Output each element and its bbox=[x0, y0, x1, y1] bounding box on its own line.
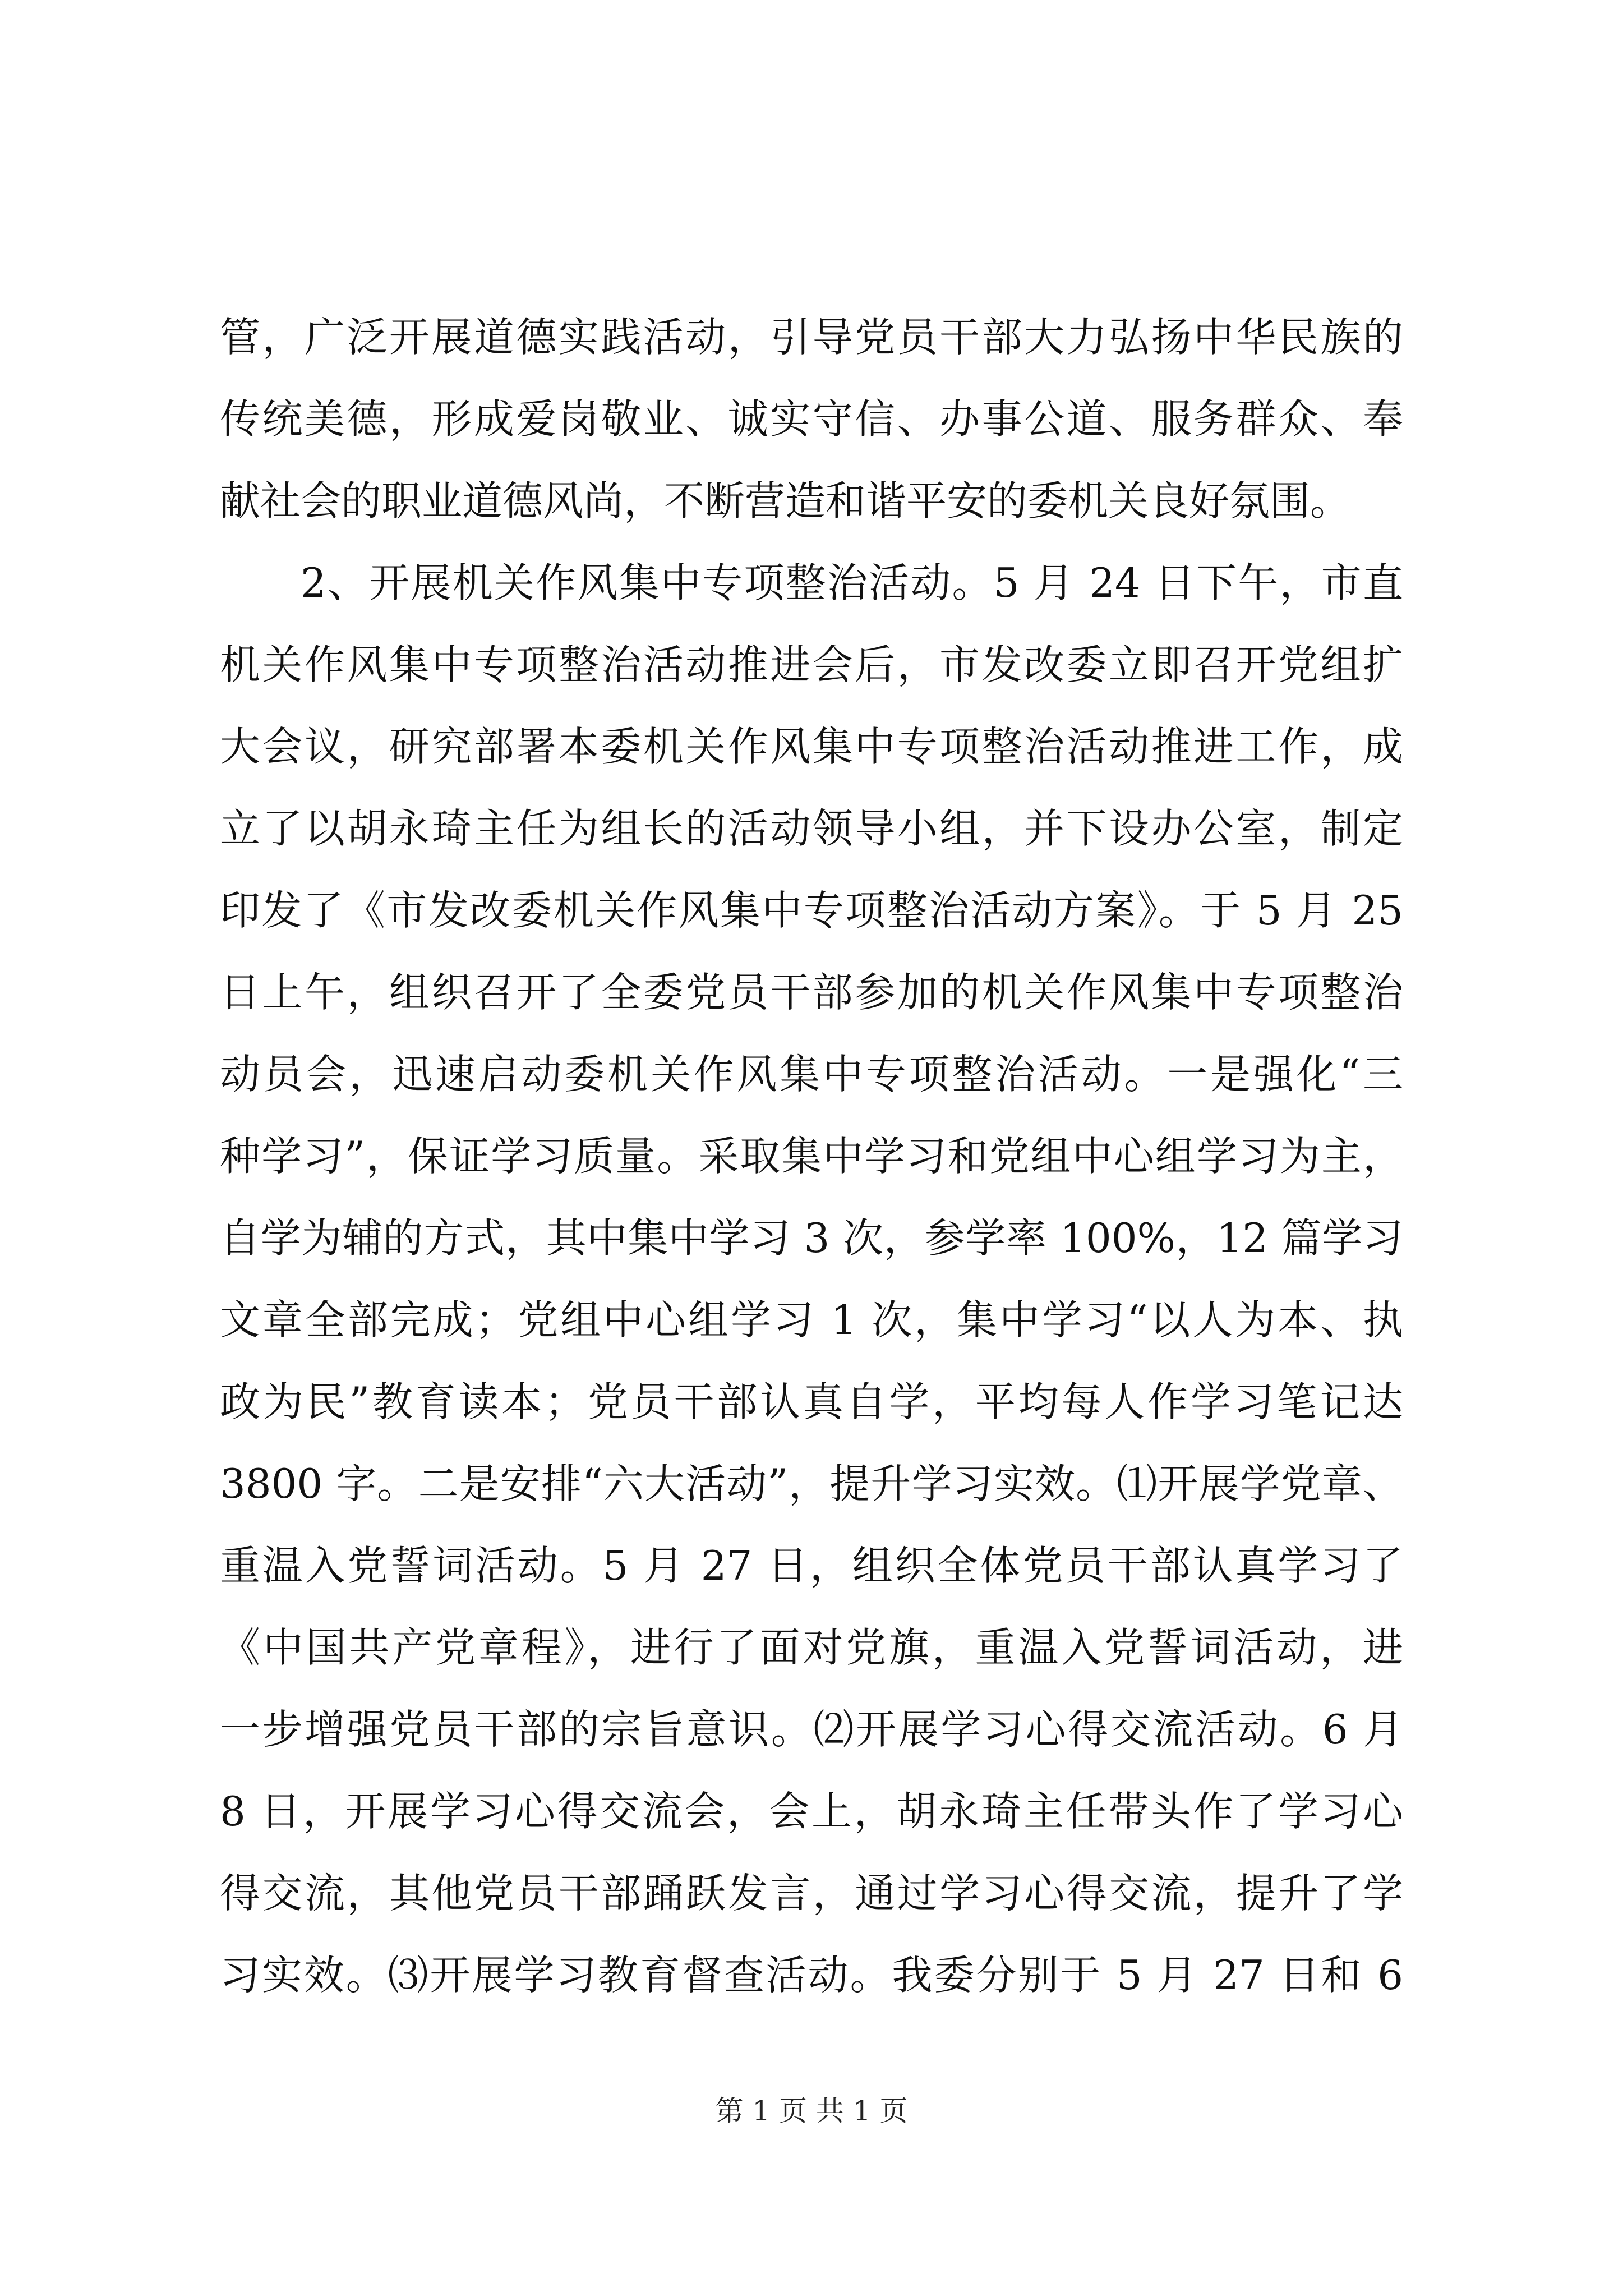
text-line: 3800 字。二是安排“六大活动”，提升学习实效。⑴开展学党章、 bbox=[220, 1460, 1403, 1507]
text-line: 文章全部完成；党组中心组学习 1 次，集中学习“以人为本、执 bbox=[220, 1296, 1403, 1343]
text-line: 一步增强党员干部的宗旨意识。⑵开展学习心得交流活动。6 月 bbox=[220, 1706, 1403, 1753]
text-line: 立了以胡永琦主任为组长的活动领导小组，并下设办公室，制定 bbox=[220, 805, 1403, 852]
text-line: 传统美德，形成爱岗敬业、诚实守信、办事公道、服务群众、奉 bbox=[220, 395, 1403, 443]
text-line: 印发了《市发改委机关作风集中专项整治活动方案》。于 5 月 25 bbox=[220, 887, 1403, 934]
text-line: 重温入党誓词活动。5 月 27 日，组织全体党员干部认真学习了 bbox=[220, 1542, 1403, 1589]
text-line: 机关作风集中专项整治活动推进会后，市发改委立即召开党组扩 bbox=[220, 641, 1403, 688]
text-line: 习实效。⑶开展学习教育督查活动。我委分别于 5 月 27 日和 6 bbox=[220, 1952, 1403, 1999]
text-line: 政为民”教育读本；党员干部认真自学，平均每人作学习笔记达 bbox=[220, 1378, 1403, 1425]
text-line: 日上午，组织召开了全委党员干部参加的机关作风集中专项整治 bbox=[220, 969, 1403, 1016]
text-line: 大会议，研究部署本委机关作风集中专项整治活动推进工作，成 bbox=[220, 723, 1403, 770]
text-line: 《中国共产党章程》，进行了面对党旗，重温入党誓词活动，进 bbox=[220, 1624, 1403, 1671]
text-line: 自学为辅的方式，其中集中学习 3 次，参学率 100%，12 篇学习 bbox=[220, 1214, 1403, 1262]
page-number-footer: 第 1 页 共 1 页 bbox=[715, 2095, 908, 2127]
text-line: 8 日，开展学习心得交流会，会上，胡永琦主任带头作了学习心 bbox=[220, 1788, 1403, 1835]
text-line: 得交流，其他党员干部踊跃发言，通过学习心得交流，提升了学 bbox=[220, 1870, 1403, 1917]
text-line: 种学习”，保证学习质量。采取集中学习和党组中心组学习为主， bbox=[220, 1133, 1403, 1180]
paragraph-first-line: 2、开展机关作风集中专项整治活动。5 月 24 日下午，市直 bbox=[301, 559, 1403, 606]
text-line: 管，广泛开展道德实践活动，引导党员干部大力弘扬中华民族的 bbox=[220, 314, 1403, 361]
text-line: 动员会，迅速启动委机关作风集中专项整治活动。一是强化“三 bbox=[220, 1051, 1403, 1098]
text-line: 献社会的职业道德风尚，不断营造和谐平安的委机关良好氛围。 bbox=[220, 477, 1351, 524]
